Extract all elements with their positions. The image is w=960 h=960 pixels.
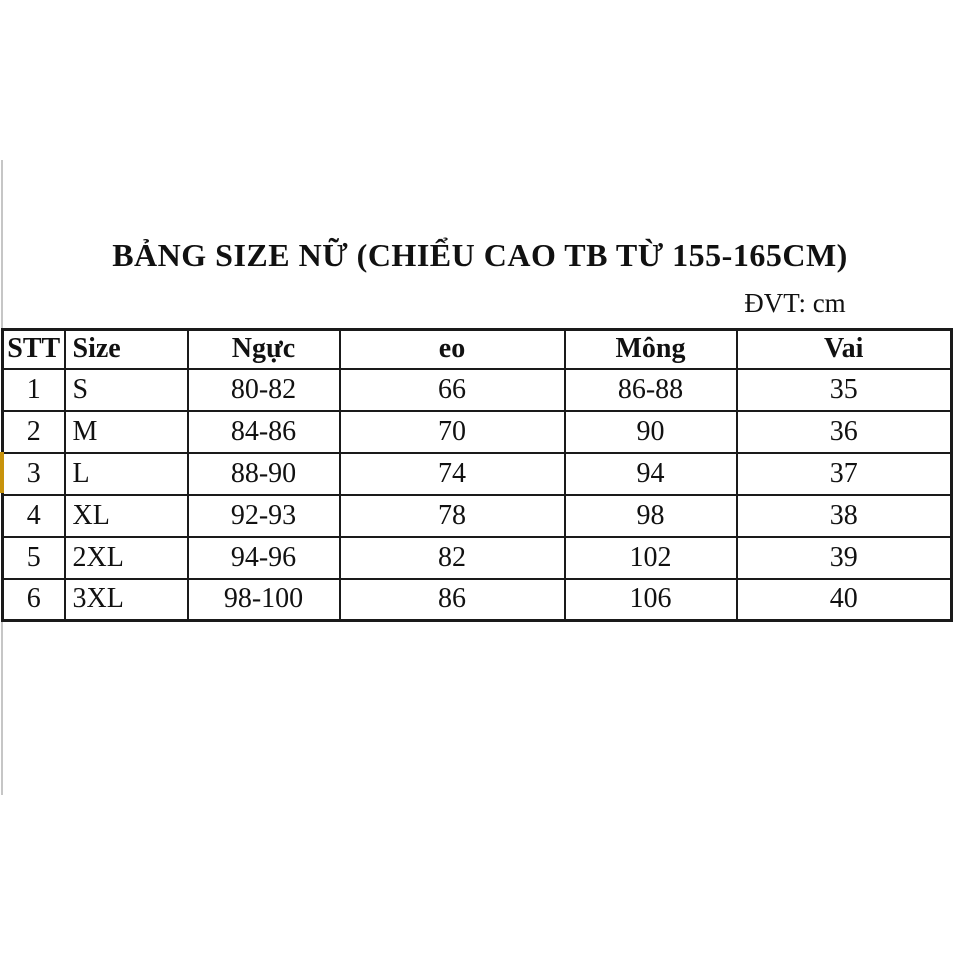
table-cell-size: L	[65, 453, 188, 495]
column-header-hip: Mông	[565, 330, 737, 369]
page-title: BẢNG SIZE NỮ (CHIỂU CAO TB TỪ 155-165CM)	[112, 237, 848, 273]
column-header-waist: eo	[340, 330, 565, 369]
table-row	[3, 579, 952, 621]
table-cell-size: XL	[65, 495, 188, 537]
table-cell-bust: 88-90	[188, 453, 340, 495]
column-header-stt: STT	[3, 330, 65, 369]
table-cell-shoulder: 37	[737, 453, 952, 495]
table-cell-shoulder: 35	[737, 369, 952, 411]
table-cell-waist: 74	[340, 453, 565, 495]
table-cell-stt: 3	[3, 453, 65, 495]
table-row	[3, 495, 952, 537]
table-cell-stt: 6	[3, 579, 65, 621]
table-header-row	[3, 330, 952, 369]
table-row	[3, 537, 952, 579]
table-cell-waist: 66	[340, 369, 565, 411]
table-cell-stt: 4	[3, 495, 65, 537]
table-cell-bust: 94-96	[188, 537, 340, 579]
table-cell-hip: 106	[565, 579, 737, 621]
table-cell-hip: 98	[565, 495, 737, 537]
table-cell-waist: 78	[340, 495, 565, 537]
table-cell-waist: 70	[340, 411, 565, 453]
table-cell-hip: 102	[565, 537, 737, 579]
table-cell-stt: 2	[3, 411, 65, 453]
size-chart-table	[1, 328, 953, 622]
table-row	[3, 453, 952, 495]
table-cell-size: 3XL	[65, 579, 188, 621]
column-header-shoulder: Vai	[737, 330, 952, 369]
table-cell-size: M	[65, 411, 188, 453]
unit-label: ĐVT: cm	[744, 288, 846, 318]
table-cell-hip: 86-88	[565, 369, 737, 411]
table-cell-bust: 84-86	[188, 411, 340, 453]
table-cell-stt: 1	[3, 369, 65, 411]
table-cell-hip: 90	[565, 411, 737, 453]
table-cell-bust: 92-93	[188, 495, 340, 537]
table-cell-size: 2XL	[65, 537, 188, 579]
row-highlight-marker	[0, 452, 4, 493]
table-cell-stt: 5	[3, 537, 65, 579]
column-header-bust: Ngực	[188, 330, 340, 369]
table-row	[3, 411, 952, 453]
column-header-size: Size	[65, 330, 188, 369]
table-cell-waist: 86	[340, 579, 565, 621]
table-cell-shoulder: 38	[737, 495, 952, 537]
table-cell-bust: 98-100	[188, 579, 340, 621]
table-cell-bust: 80-82	[188, 369, 340, 411]
table-row	[3, 369, 952, 411]
table-cell-waist: 82	[340, 537, 565, 579]
table-cell-shoulder: 36	[737, 411, 952, 453]
table-cell-shoulder: 39	[737, 537, 952, 579]
table-cell-shoulder: 40	[737, 579, 952, 621]
table-cell-hip: 94	[565, 453, 737, 495]
table-cell-size: S	[65, 369, 188, 411]
